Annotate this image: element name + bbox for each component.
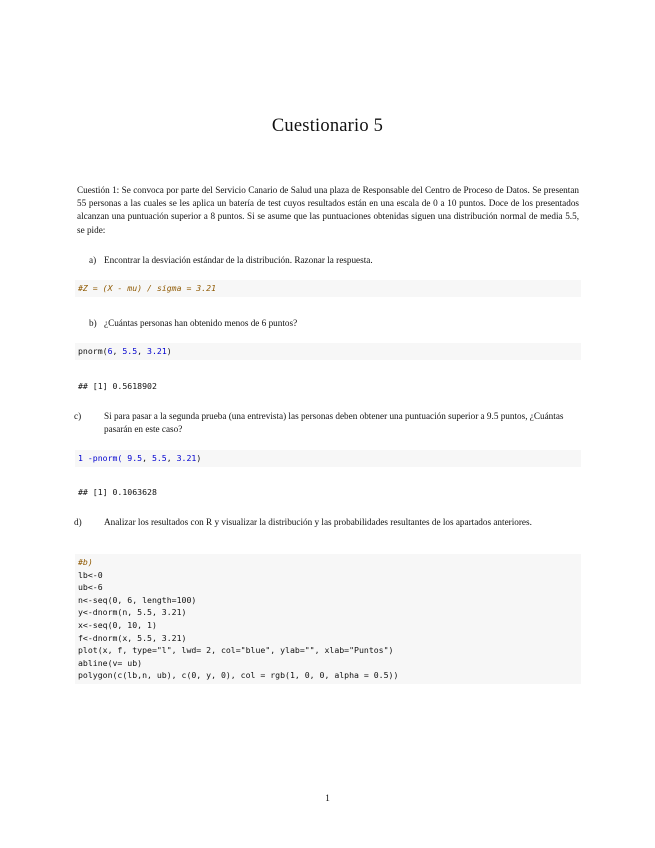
code-block-b: pnorm(6, 5.5, 3.21) [75,343,581,360]
code-c-arg-3: 3.21 [176,453,197,463]
item-c-text: Si para pasar a la segunda prueba (una entrevista) las personas deben obtener una puntuación superior a 9.5 puntos, ¿Cuántas pasarán en este caso? [104,411,564,434]
item-c-label: c) [74,411,82,421]
item-c [74,410,579,436]
code-d-line: #b) [78,557,93,567]
item-d [74,516,579,529]
code-d-line: ub<-6 [78,582,103,593]
page-number: 1 [325,794,330,804]
output-b: ## [1] 0.5618902 [78,381,157,391]
item-b-label: b) [89,318,97,328]
question-intro: Cuestión 1: Se convoca por parte del Servicio Canario de Salud una plaza de Responsable del Centro de Proceso de Datos. Se presentan 55 personas a las cuales se les aplica un batería de test cuyos resultados están en una escala de 0 a 10 puntos. Doce de los presentados alcanzan una puntuación superior a 8 puntos. Si se asume que las puntuaciones obtenidas siguen una distribución normal de media 5.5, se pide: [77,185,579,235]
item-a-label: a) [89,255,97,265]
code-c-arg-1: 9.5 [127,453,143,463]
code-d-line: plot(x, f, type="l", lwd= 2, col="blue", ylab="", xlab="Puntos") [78,645,394,656]
code-b-arg-3: 3.21 [147,346,167,356]
code-block-d [75,554,581,684]
item-b-text: ¿Cuántas personas han obtenido menos de 6 puntos? [104,318,298,328]
code-d-line: x<-seq(0, 10, 1) [78,619,157,630]
item-a [89,254,579,267]
code-d-line: lb<-0 [78,569,103,580]
code-d-line: polygon(c(lb,n, ub), c(0, y, 0), col = rgb(1, 0, 0, alpha = 0.5)) [78,670,399,681]
code-b-arg-2: 5.5 [122,346,138,356]
item-d-text: Analizar los resultados con R y visualizar la distribución y las probabilidades resultantes de los apartados anteriores. [104,517,532,527]
code-b-call: pnorm( [78,346,108,356]
code-d-line: f<-dnorm(x, 5.5, 3.21) [78,632,187,643]
code-c-arg-2: 5.5 [151,453,167,463]
code-a-comment: #Z = (X - mu) / sigma = 3.21 [78,283,217,293]
code-c-prefix: 1 -pnorm( [78,453,128,463]
item-a-text: Encontrar la desviación estándar de la distribución. Razonar la respuesta. [104,255,373,265]
code-block-c: 1 -pnorm( 9.5, 5.5, 3.21) [75,450,581,467]
page-title: Cuestionario 5 [271,116,384,136]
code-b-arg-1: 6 [107,346,113,356]
output-c: ## [1] 0.1063628 [78,487,157,497]
item-b [89,317,579,330]
code-d-line: abline(v= ub) [78,657,143,668]
code-block-a [75,280,581,297]
code-d-line: y<-dnorm(n, 5.5, 3.21) [78,607,187,618]
code-d-line: n<-seq(0, 6, length=100) [78,594,197,605]
item-d-label: d) [74,517,82,527]
